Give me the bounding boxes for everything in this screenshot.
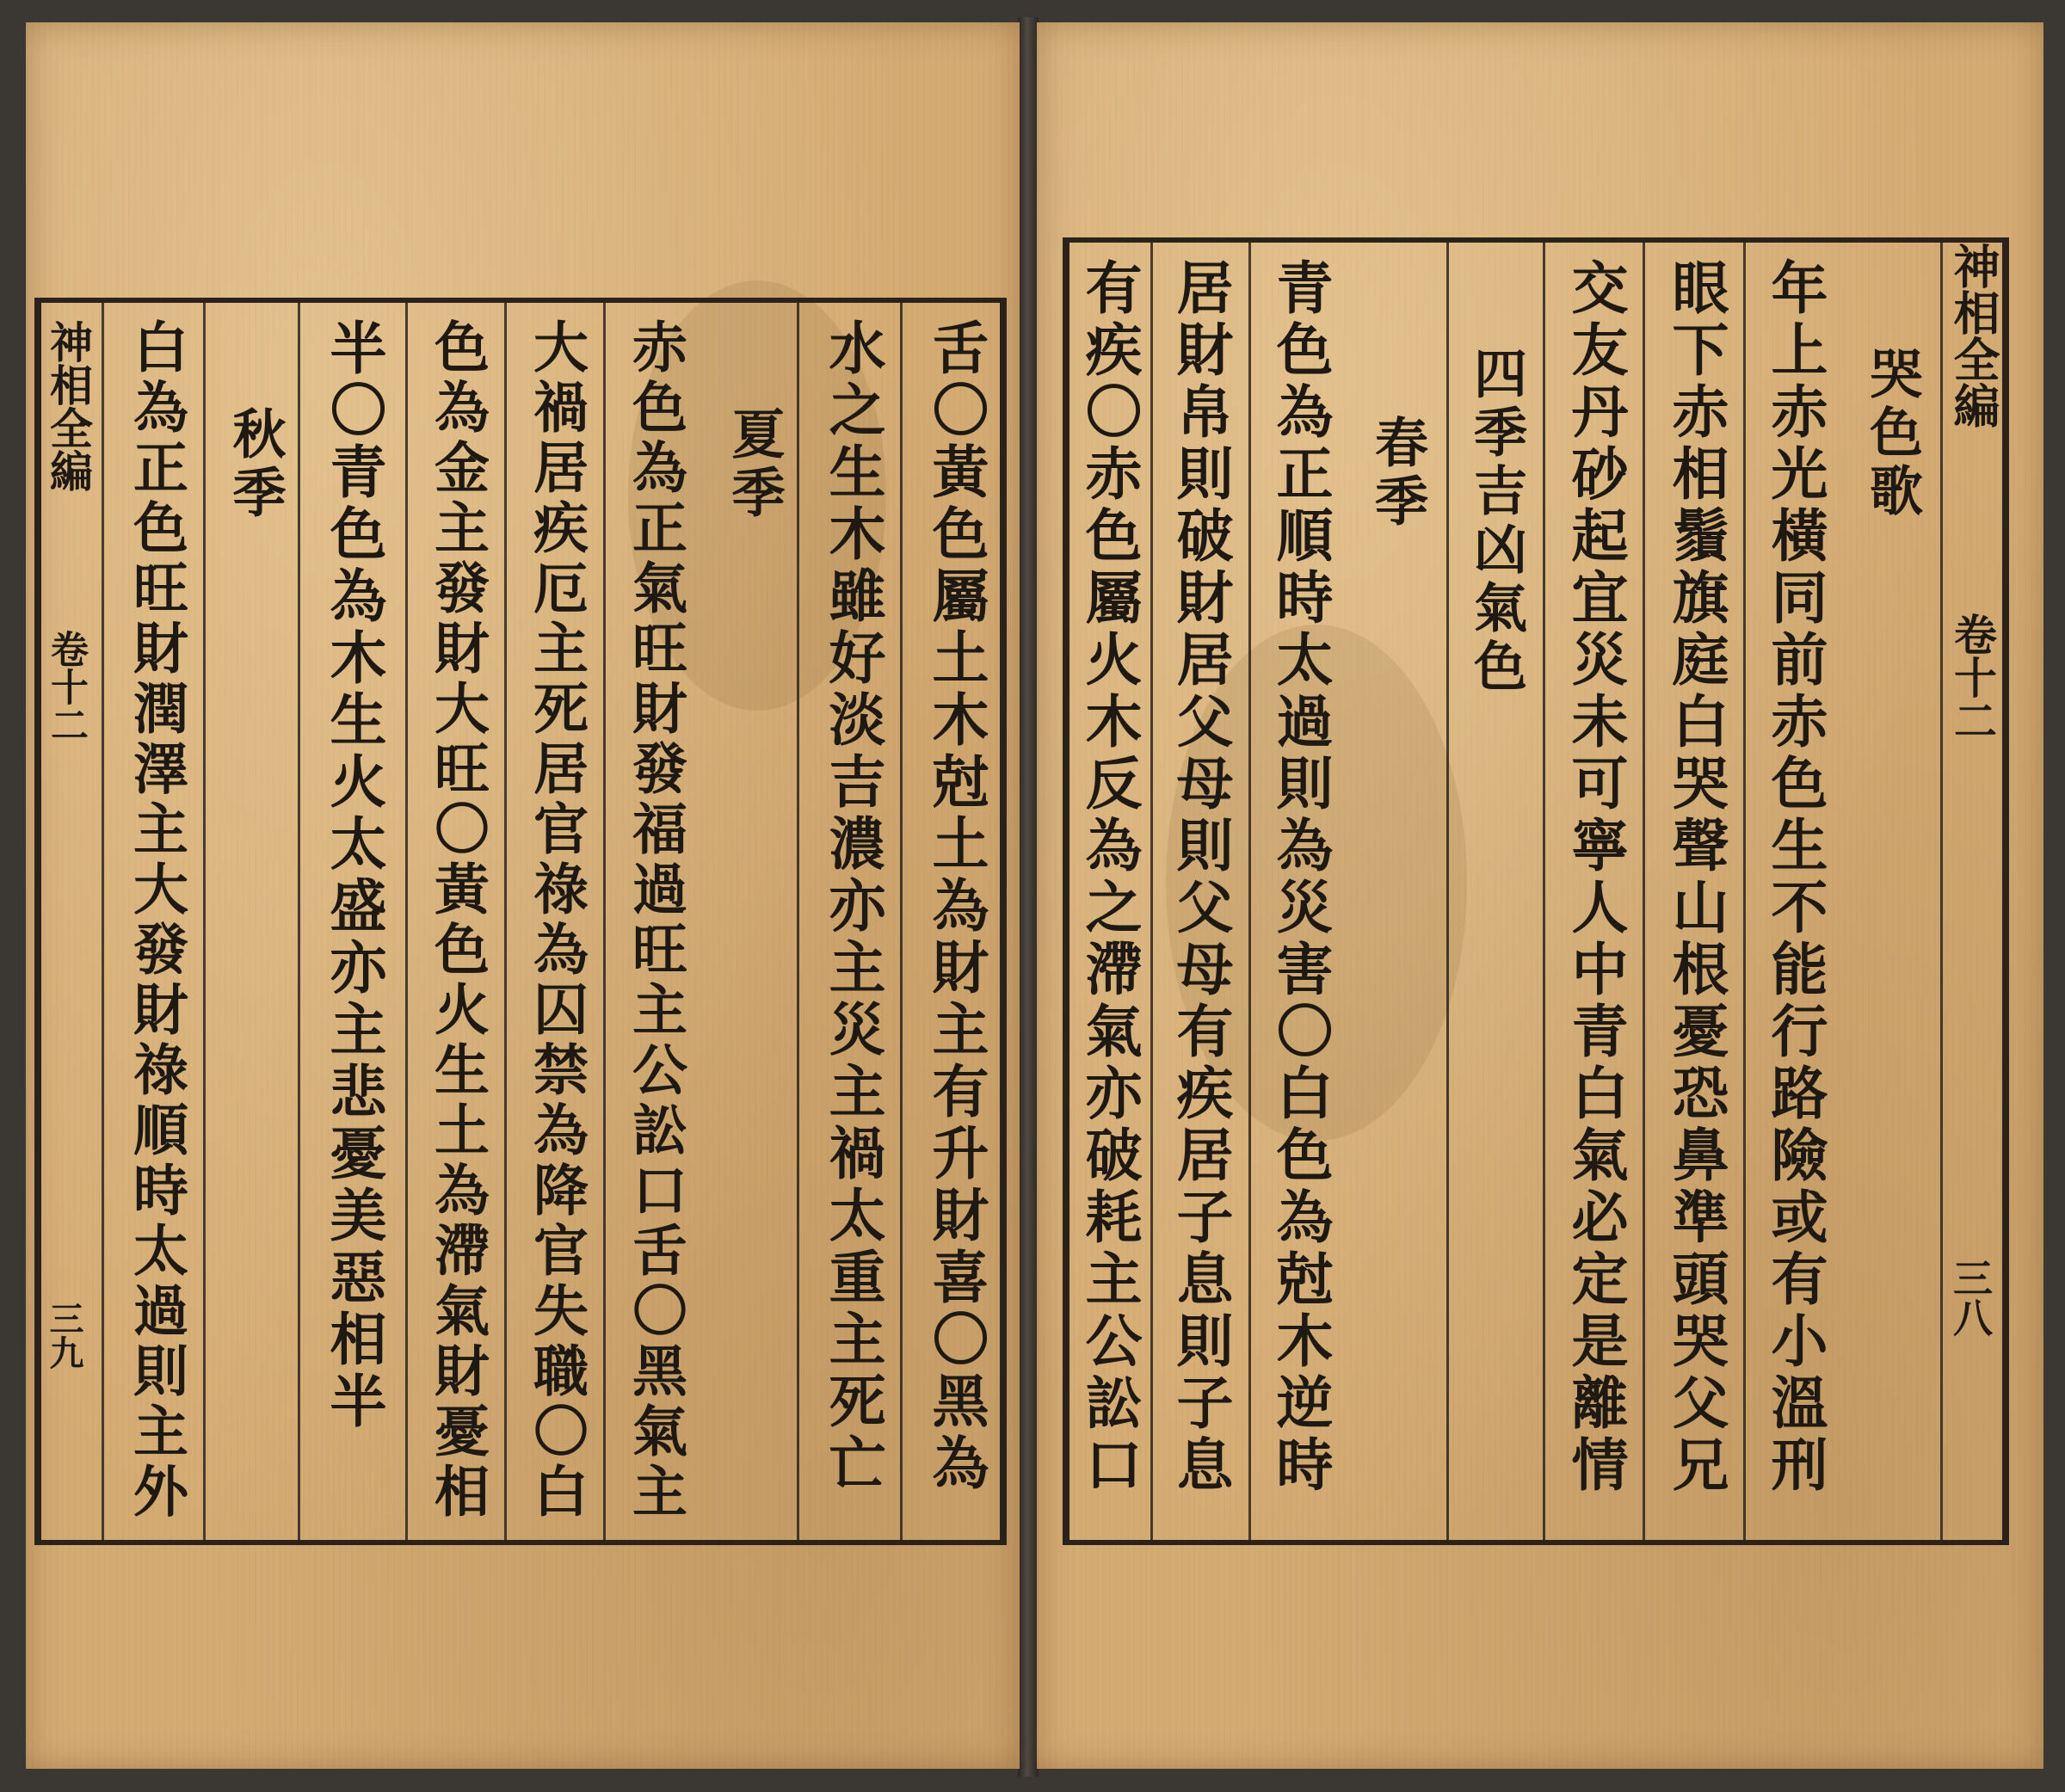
right-column-5 [1451,243,1541,1540]
left-page [26,22,1020,1769]
section-heading-four-seasons: 四季吉凶氣色 [1464,346,1528,697]
left-column-7 [306,303,401,1540]
column-rule [1643,243,1645,1540]
right-column-1 [1846,243,1937,1540]
left-column-8 [212,303,298,1540]
text-column: 白為正色旺財潤澤主大發財祿順時太過則主外 [124,318,188,1523]
text-column: 舌〇黃色屬土木尅土為財主有升財喜〇黑為 [922,318,989,1495]
running-head-title: 神相全編 [43,320,94,492]
left-column-4 [607,303,702,1540]
section-heading-weeping-color-song: 哭色歌 [1860,346,1924,521]
column-rule [1543,243,1545,1540]
running-head-title: 神相全編 [1946,243,2001,428]
text-column: 交友丹砂起宜災未可寧人中青白氣必定是離情 [1562,258,1629,1497]
left-text-frame [34,298,1007,1545]
column-rule [797,303,799,1540]
text-column: 半〇青色為木生火太盛亦主悲憂美惡相半 [320,318,387,1433]
right-column-4 [1548,243,1643,1540]
section-heading-spring: 春季 [1365,415,1429,532]
right-page [1037,22,2043,1769]
text-column: 大禍居疾厄主死居官祿為囚禁為降官失職〇白 [524,318,589,1523]
text-column: 青色為正順時太過則為災害〇白色為尅木逆時 [1267,258,1334,1497]
left-column-9 [108,303,203,1540]
section-heading-autumn: 秋季 [224,406,287,523]
text-column: 眼下赤相鬚旗庭白哭聲山根憂恐鼻準頭哭父兄 [1662,258,1729,1497]
section-heading-summer: 夏季 [723,406,786,523]
running-head-volume: 卷十二 [44,630,88,743]
text-column: 居財帛則破財居父母則父母有疾居子息則子息 [1167,258,1234,1497]
column-rule [1248,243,1251,1540]
column-rule [900,303,903,1540]
left-column-5 [509,303,603,1540]
folio-number: 三九 [44,1301,84,1370]
right-column-2 [1748,243,1842,1540]
left-column-6 [410,303,504,1540]
column-rule [405,303,408,1540]
right-column-8 [1154,243,1247,1540]
column-rule [298,303,300,1540]
right-column-3 [1649,243,1743,1540]
banxin-rule [1940,243,1943,1540]
text-column: 水之生木雖好淡吉濃亦主災主禍太重主死亡 [819,318,886,1495]
column-rule [603,303,606,1540]
text-column: 有疾〇赤色屬火木反為之滯氣亦破耗主公訟口 [1076,258,1143,1497]
left-column-3 [711,303,797,1540]
column-rule [1446,243,1449,1540]
left-page-running-head [40,303,100,1540]
column-rule [1150,243,1153,1540]
left-column-1 [909,303,1003,1540]
text-column: 色為金主發財大旺〇黃色火生土為滯氣財憂相 [425,318,490,1523]
column-rule [203,303,206,1540]
right-column-9 [1068,243,1150,1540]
right-text-frame [1063,237,2009,1545]
banxin-rule [102,303,104,1540]
text-column: 赤色為正氣旺財發福過旺主公訟口舌〇黑氣主 [623,318,687,1523]
folio-number: 三八 [1947,1258,1994,1337]
column-rule [504,303,507,1540]
right-column-7 [1253,243,1347,1540]
book-spine [1018,17,1039,1777]
column-rule [1743,243,1746,1540]
right-column-6 [1352,243,1442,1540]
left-column-2 [805,303,900,1540]
running-head-volume: 卷十二 [1947,613,1998,742]
right-page-running-head [1945,243,2006,1540]
text-column: 年上赤光橫同前赤色生不能行路險或有小溫刑 [1761,258,1828,1497]
